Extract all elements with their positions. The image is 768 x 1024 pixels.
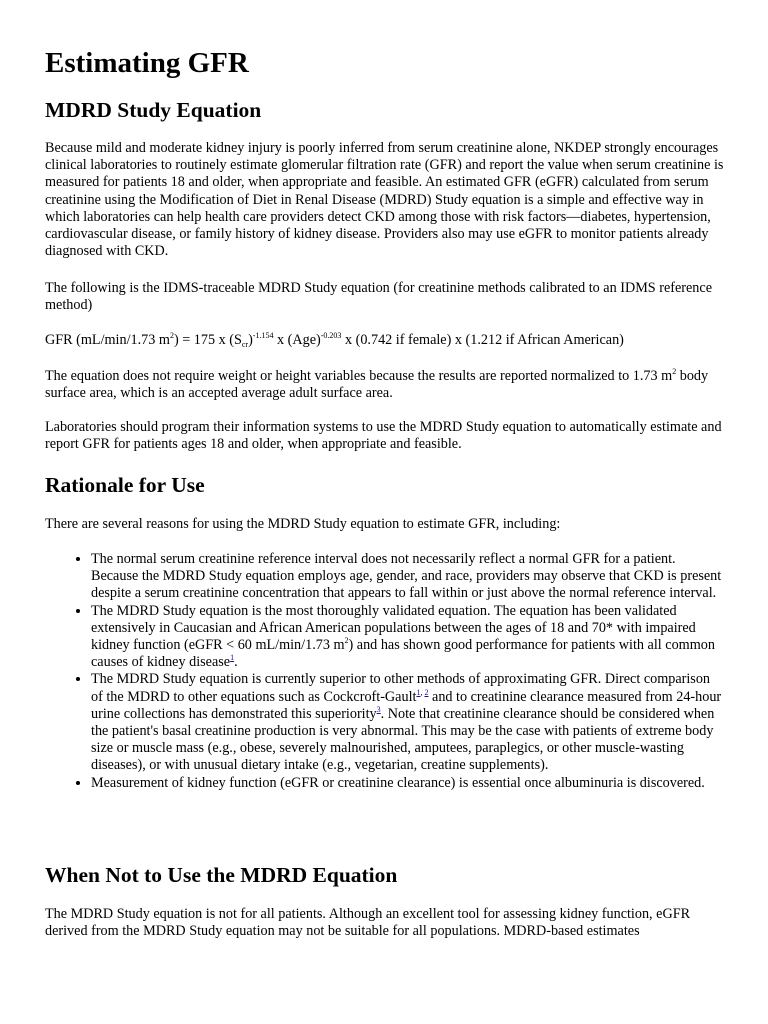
section-heading-mdrd: MDRD Study Equation bbox=[45, 98, 262, 122]
when-not-intro-paragraph: The MDRD Study equation is not for all patients. Although an excellent tool for assessing kidney function, eGFR derived from the MDRD Study equation may not be suitable for all populations. MDRD-based estimates bbox=[45, 906, 691, 940]
page-title: Estimating GFR bbox=[45, 47, 249, 79]
mdrd-program-paragraph: Laboratories should program their information systems to use the MDRD Study equation to automatically estimate and report GFR for patients ages 18 and older, when appropriate and feasible. bbox=[45, 419, 722, 453]
reference-link-1[interactable]: 1 bbox=[230, 653, 235, 663]
reference-link-3[interactable]: 3 bbox=[376, 704, 381, 714]
list-item: • The normal serum creatinine reference interval does not necessarily reflect a normal GFR for a patient. Because the MDRD Study equation employs age, gender, and race, providers may observe that CKD is present despite a serum creatinine concentration that appears to fall within or just above the normal reference interval. bbox=[91, 551, 725, 603]
mdrd-intro-paragraph: Because mild and moderate kidney injury is poorly inferred from serum creatinine alone, NKDEP strongly encourages clinical laboratories to routinely estimate glomerular filtration rate (GFR) and report the value when serum creatinine is measured for patients 18 and older, when appropriate and feasible. An estimated GFR (eGFR) calculated from serum creatinine using the Modification of Diet in Renal Disease (MDRD) Study equation is a simple and effective way in which laboratories can help health care providers detect CKD among those with risk factors—diabetes, hypertension, cardiovascular disease, or family history of kidney disease. Providers also may use eGFR to monitor patients already diagnosed with CKD. bbox=[45, 140, 724, 260]
section-heading-rationale: Rationale for Use bbox=[45, 473, 205, 497]
reference-link-2[interactable]: 2 bbox=[424, 687, 429, 697]
mdrd-normalized-paragraph: The equation does not require weight or height variables because the results are reported normalized to 1.73 $m^2$ body surface area, which is an accepted average adult surface area. bbox=[45, 367, 709, 402]
list-item: • The MDRD Study equation is currently superior to other methods of approximating GFR. Direct comparison of the MDRD to other equations such as Cockcroft-Gault$^{1, 2}$ and to creatinine clearance measured from 24-hour urine collections has demonstrated this superiority$^3$. Note that creatinine clearance should be considered when the patient's basal creatinine production is very abnormal. This may be the case with patients of extreme body size or muscle mass (e.g., obese, severely malnourished, amputees, paraplegics, or other muscle-wasting diseases), or with unusual dietary intake (e.g., vegetarian, creatine supplements). bbox=[91, 671, 725, 774]
reference-link-1[interactable]: 1 bbox=[416, 687, 421, 697]
list-item: • Measurement of kidney function (eGFR or creatinine clearance) is essential once albuminuria is discovered. bbox=[91, 775, 725, 792]
mdrd-equation: GFR (mL/min/1.73 $m^2) = 175$ x $(S_{cr})^{-1.154}$ x (Age)$^{-0.203}$ x (0.742 if female) x (1.212 if African American) bbox=[45, 331, 624, 349]
rationale-intro-paragraph: There are several reasons for using the MDRD Study equation to estimate GFR, including: bbox=[45, 516, 561, 532]
section-heading-when-not: When Not to Use the MDRD Equation bbox=[45, 863, 398, 887]
rationale-list bbox=[45, 551, 725, 792]
mdrd-following-paragraph: The following is the IDMS-traceable MDRD Study equation (for creatinine methods calibrated to an IDMS reference method) bbox=[45, 280, 712, 314]
list-item: • The MDRD Study equation is the most thoroughly validated equation. The equation has been validated extensively in Caucasian and African American populations between the ages of 18 and 70* with impaired kidney function (eGFR < 60 mL/min/1.73 $m^2$) and has shown good performance for patients with all common causes of kidney disease$^1$. bbox=[91, 603, 725, 672]
